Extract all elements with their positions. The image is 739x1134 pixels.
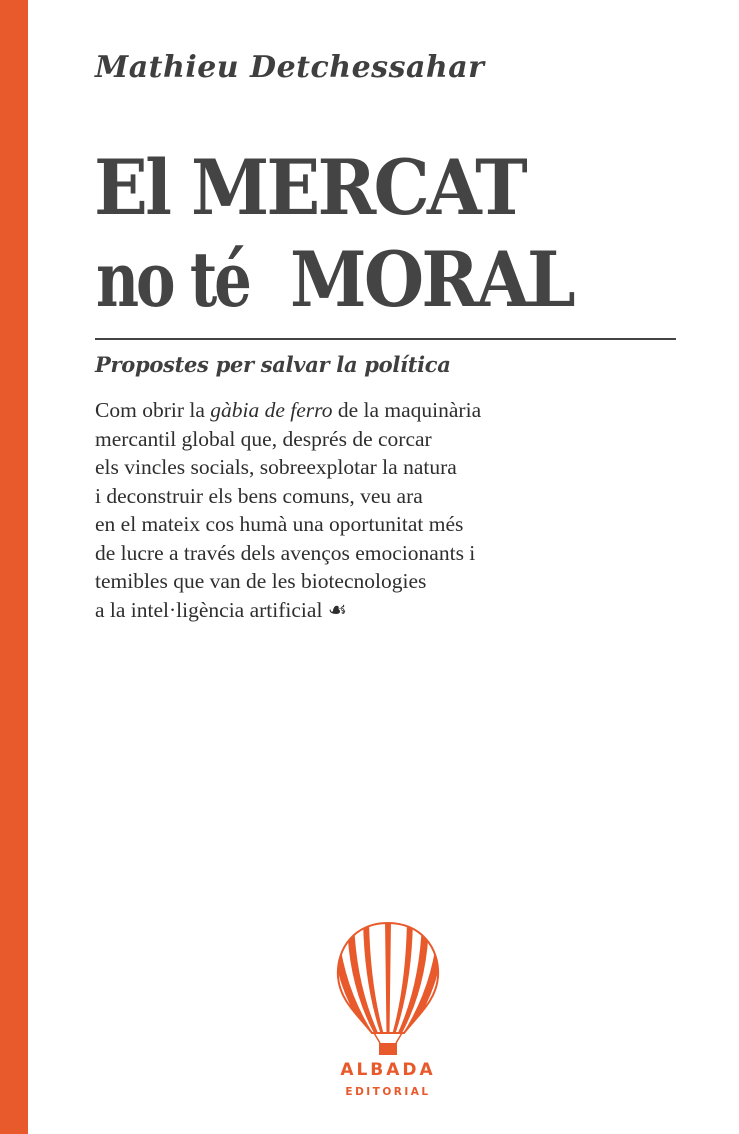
blurb-line-8 bbox=[95, 596, 655, 625]
blurb-line-1 bbox=[95, 396, 655, 425]
blurb-line-7: temibles que van de les biotecnologies bbox=[95, 569, 427, 593]
title-divider bbox=[95, 338, 676, 340]
blurb-line-8-text: a la intel·ligència artificial bbox=[95, 597, 323, 622]
blurb-line-1-start: Com obrir la bbox=[95, 398, 211, 422]
fleuron-icon: ☙ bbox=[327, 597, 348, 622]
publisher-name: ALBADA bbox=[340, 1060, 436, 1080]
blurb-line-4: i deconstruir els bens comuns, veu ara bbox=[95, 483, 423, 508]
title-line-2-part-2: MORAL bbox=[290, 235, 573, 324]
subtitle: Propostes per salvar la política bbox=[95, 352, 451, 377]
blurb-line-5: en el mateix cos humà una oportunitat més bbox=[95, 512, 464, 536]
blurb-text bbox=[95, 396, 655, 624]
publisher-subtitle: EDITORIAL bbox=[345, 1086, 431, 1098]
title-line-2-part-1: no té bbox=[96, 235, 249, 324]
blurb-line-3: els vincles socials, sobreexplotar la natura bbox=[95, 455, 457, 479]
author-name: Mathieu Detchessahar bbox=[95, 50, 485, 85]
blurb-line-1-italic: gàbia de ferro bbox=[210, 398, 333, 422]
blurb-line-6: de lucre a través dels avenços emocionants i bbox=[95, 540, 476, 565]
hot-air-balloon-icon bbox=[328, 915, 448, 1080]
blurb-line-2: mercantil global que, després de corcar bbox=[95, 426, 432, 451]
title-line-1: El MERCAT bbox=[94, 143, 525, 232]
blurb-line-1-end: de la maquinària bbox=[332, 398, 482, 422]
spine-color-bar bbox=[0, 0, 28, 1134]
